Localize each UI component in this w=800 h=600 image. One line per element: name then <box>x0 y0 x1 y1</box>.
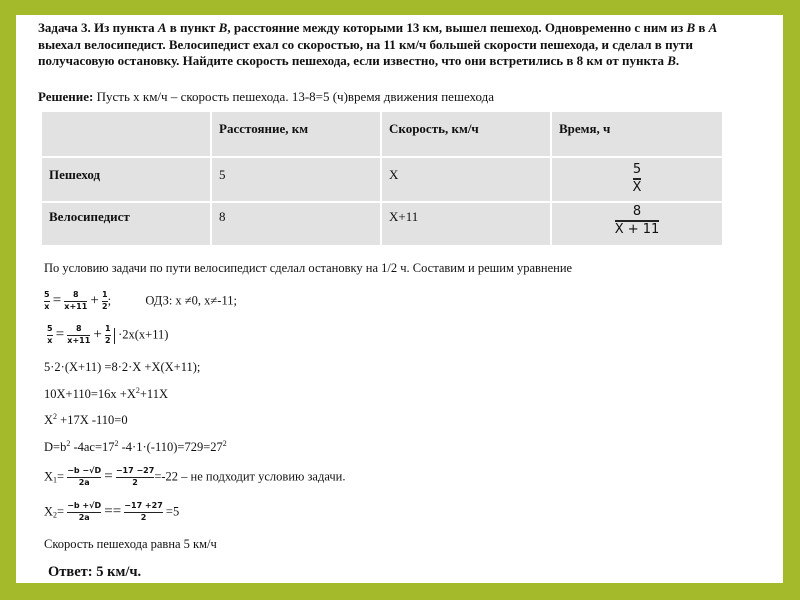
row-distance: 5 <box>212 158 380 201</box>
expr: D=b <box>44 440 67 454</box>
equals-sign: = <box>104 468 113 485</box>
fraction <box>44 291 50 312</box>
root-x2 <box>44 502 179 523</box>
plus-sign: + <box>90 292 99 309</box>
row-name: Велосипедист <box>42 203 210 245</box>
exponent: 2 <box>222 439 227 448</box>
row-time <box>552 158 722 201</box>
expr: X <box>44 413 54 427</box>
solution-label: Решение: <box>38 89 94 104</box>
semicolon: ; <box>107 293 112 308</box>
numerator: −17 −27 <box>115 466 155 475</box>
time-fraction <box>559 205 715 237</box>
numerator: −b +√D <box>67 501 102 510</box>
numerator: 5 <box>44 290 50 299</box>
row-time <box>552 203 722 245</box>
equals-sign: = <box>57 469 65 484</box>
point-a: A <box>157 20 167 35</box>
denominator: x <box>44 302 50 312</box>
root-x1 <box>44 467 345 488</box>
time-fraction <box>559 163 715 195</box>
expr: -4ac=17 <box>70 440 115 454</box>
solution-text: Пусть х км/ч – скорость пешехода. 13-8=5 (ч)время движения пешехода <box>93 89 495 104</box>
step-line-5 <box>44 412 128 428</box>
plus-sign: + <box>93 326 102 343</box>
fraction <box>633 163 642 195</box>
row-speed: X+11 <box>382 203 550 245</box>
table-header-row <box>42 112 722 156</box>
denominator: 2 <box>102 302 108 312</box>
variable: X <box>44 469 54 484</box>
task-text: Из пункта <box>90 20 158 35</box>
fraction <box>124 502 162 523</box>
discriminant-line <box>44 439 227 455</box>
equals-sign: == <box>104 503 122 520</box>
denominator: x+11 <box>67 336 91 346</box>
exponent: 2 <box>53 412 58 421</box>
denominator: 2a <box>78 513 90 523</box>
row-distance: 8 <box>212 203 380 245</box>
root-result: =5 <box>165 504 180 519</box>
conclusion-text: Скорость пешехода равна 5 км/ч <box>44 537 217 551</box>
task-text: в пункт <box>166 20 219 35</box>
table-header-cell: Расстояние, км <box>212 112 380 156</box>
numerator: 5 <box>47 324 53 333</box>
vertical-bar <box>114 328 116 344</box>
fraction <box>67 502 101 523</box>
task-label: Задача 3. <box>38 20 91 35</box>
numerator: −17 +27 <box>124 501 163 510</box>
fraction <box>615 205 660 237</box>
table-header-cell: Время, ч <box>552 112 722 156</box>
slide <box>16 15 783 583</box>
task-text: , расстояние между которыми 13 км, вышел пешеход. Одновременно с ним из <box>227 20 687 35</box>
point-a: A <box>708 20 718 35</box>
table-row <box>42 158 722 201</box>
table-header-cell <box>42 112 210 156</box>
numerator: 8 <box>73 290 79 299</box>
fraction <box>105 325 111 346</box>
solution-intro <box>38 89 494 105</box>
multiplier: ·2х(х+11) <box>118 327 169 342</box>
point-b: B <box>686 20 696 35</box>
denominator: 2 <box>105 336 111 346</box>
expr: 10X+110=16х +X <box>44 387 136 401</box>
numerator: 1 <box>105 324 111 333</box>
numerator: 1 <box>102 290 108 299</box>
exponent: 2 <box>66 439 71 448</box>
equation-2 <box>47 325 168 346</box>
table-row <box>42 203 722 245</box>
task-text: . <box>675 53 680 68</box>
equals-sign: = <box>55 326 65 343</box>
condition-text: По условию задачи по пути велосипедист сделал остановку на 1/2 ч. Составим и решим уравнение <box>44 261 573 275</box>
variable: X <box>44 504 54 519</box>
exponent: 2 <box>135 386 140 395</box>
denominator: 2a <box>78 478 90 488</box>
point-b: B <box>218 20 228 35</box>
answer: Ответ: 5 км/ч. <box>48 564 142 580</box>
step-line-3: 5·2·(X+11) =8·2·X +X(X+11); <box>44 360 201 374</box>
equals-sign: = <box>52 292 62 309</box>
expr: -4·1·(-110)=729=27 <box>118 440 223 454</box>
fraction <box>116 467 154 488</box>
fraction <box>47 325 53 346</box>
fraction <box>67 325 90 346</box>
exponent: 2 <box>114 439 119 448</box>
denominator: X <box>632 179 642 195</box>
task-text: в <box>695 20 709 35</box>
equation-1 <box>44 291 237 312</box>
domain-restriction: ОДЗ: х ≠0, х≠-11; <box>145 293 237 308</box>
row-speed: X <box>382 158 550 201</box>
numerator: −b −√D <box>67 466 102 475</box>
task-text: выехал велосипедист. Велосипедист ехал со скоростью, на 11 км/ч большей скорости пешехода, и сделал в пути получасовую остановку. Найдите скорость пешехода, если известно, что они встретились в 8 км от пункта <box>38 36 693 68</box>
subscript: 2 <box>53 510 58 520</box>
subscript: 1 <box>53 475 58 485</box>
fraction <box>64 291 87 312</box>
numerator: 8 <box>76 324 82 333</box>
point-b: B <box>667 53 676 68</box>
denominator: X + 11 <box>614 221 660 237</box>
fraction <box>67 467 101 488</box>
denominator: x <box>47 336 53 346</box>
expr: +11X <box>139 387 168 401</box>
step-line-4 <box>44 386 168 402</box>
root-result: =-22 – не подходит условию задачи. <box>154 469 346 484</box>
denominator: 2 <box>132 478 138 488</box>
table-header-cell: Скорость, км/ч <box>382 112 550 156</box>
task-statement <box>38 20 738 70</box>
equals-sign: = <box>57 504 65 519</box>
denominator: x+11 <box>64 302 88 312</box>
expr: +17X -110=0 <box>57 413 128 427</box>
denominator: 2 <box>140 513 147 523</box>
row-name: Пешеход <box>42 158 210 201</box>
numerator: 8 <box>632 204 642 220</box>
numerator: 5 <box>632 162 642 177</box>
data-table <box>40 110 724 247</box>
